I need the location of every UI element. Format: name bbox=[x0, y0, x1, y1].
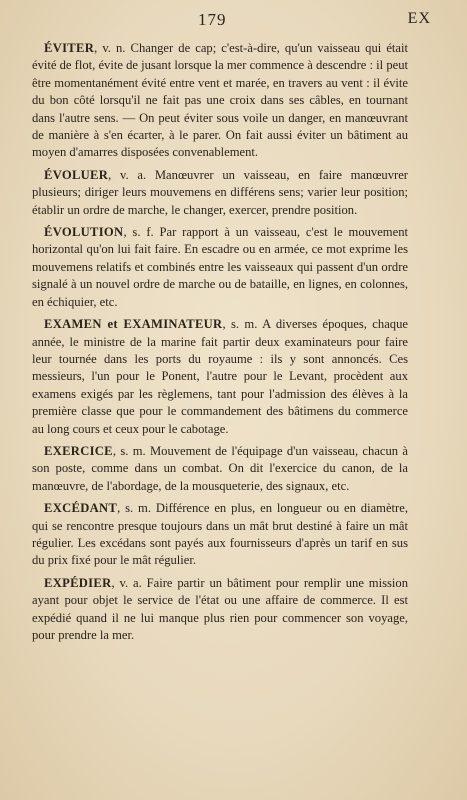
definition: Mouvement de l'équipage d'un vaisseau, chacun à son poste, comme dans un combat. On dit l'exercice du canon, de la manœuvre, de l'abordage, de la mousqueterie, des signaux, etc. bbox=[32, 443, 408, 493]
headword: EXCÉDANT bbox=[44, 501, 118, 516]
part-of-speech: , v. a. bbox=[111, 575, 142, 590]
definition: A diverses époques, chaque année, le ministre de la marine fait partir deux examinateurs pour faire leur tournée dans les ports du royaume : ils y sont annoncés. Ces messieurs, l'un pour le Ponent, l'autre pour le Levant, procèdent aux examens exigés par les règlemens, tant pour l'admission des élèves à la première classe que pour le commandement des bâtimens du commerce au long cours et ceux pour le cabotage. bbox=[32, 317, 408, 436]
part-of-speech: , s. m. bbox=[117, 501, 151, 516]
entry-evolution bbox=[32, 224, 408, 311]
definition: Manœuvrer un vaisseau, en faire manœuvrer plusieurs; diriger leurs mouvemens en différens sens; varier leur position; établir un ordre de marche, le changer, exercer, prendre position. bbox=[32, 167, 408, 217]
headword: EXPÉDIER bbox=[44, 575, 112, 590]
part-of-speech: , v. n. bbox=[94, 41, 126, 55]
running-head: EX bbox=[407, 10, 431, 27]
entry-expedier bbox=[32, 575, 408, 645]
headword: ÉVOLUTION bbox=[44, 225, 124, 240]
headword: ÉVITER bbox=[44, 41, 95, 55]
definition: Changer de cap; c'est-à-dire, qu'un vaisseau qui était évité de flot, évite de jusant lorsque la mer commence à descendre : il peut être momentanément évité entre vent et marée, en travers au vent : il évite du bon côté lorsqu'il ne fait pas une croix dans ses câbles, en tournant dans l'autre sens. — On peut éviter sous voile un danger, en manœuvrant de manière à s'en écarter, à le parer. On fait aussi éviter un bâtiment au moyen d'amarres disposées convenablement. bbox=[32, 41, 408, 160]
part-of-speech: , s. m. bbox=[112, 443, 146, 458]
entry-examen bbox=[32, 316, 408, 438]
headword: ÉVOLUER bbox=[44, 167, 109, 182]
part-of-speech: , v. a. bbox=[108, 167, 147, 182]
entry-excedant bbox=[32, 500, 408, 570]
entry-eviter bbox=[32, 40, 408, 162]
definition: Faire partir un bâtiment pour remplir une mission ayant pour objet le service de l'état ou une affaire de commerce. Il est expédié quand il ne lui manque plus rien pour commencer son voyage, pour prendre la mer. bbox=[32, 575, 408, 642]
page-header bbox=[0, 10, 467, 34]
headword: EXERCICE bbox=[44, 443, 113, 458]
definition: Différence en plus, en longueur ou en diamètre, qui se rencontre presque toujours dans un mât brut destiné à faire un mât régulier. Les excédans sont payés aux fournisseurs d'après un tarif en sus du prix fixé pour le mât régulier. bbox=[32, 501, 408, 568]
part-of-speech: , s. f. bbox=[123, 225, 154, 240]
part-of-speech: , s. m. bbox=[222, 317, 258, 332]
headword: EXAMEN et EXAMINATEUR bbox=[44, 317, 223, 332]
entry-exercice bbox=[32, 443, 408, 495]
definition: Par rapport à un vaisseau, c'est le mouvement horizontal qu'on lui fait faire. En escadre ou en armée, ce mot exprime les mouvemens relatifs et combinés entre les vaisseaux qui passent d'un ordre signalé à un nouvel ordre de marche ou de bataille, en lignes, en colonnes, en échiquier, etc. bbox=[32, 225, 408, 309]
entry-evoluer bbox=[32, 167, 408, 219]
dictionary-body bbox=[32, 40, 408, 649]
page-number: 179 bbox=[198, 10, 227, 29]
